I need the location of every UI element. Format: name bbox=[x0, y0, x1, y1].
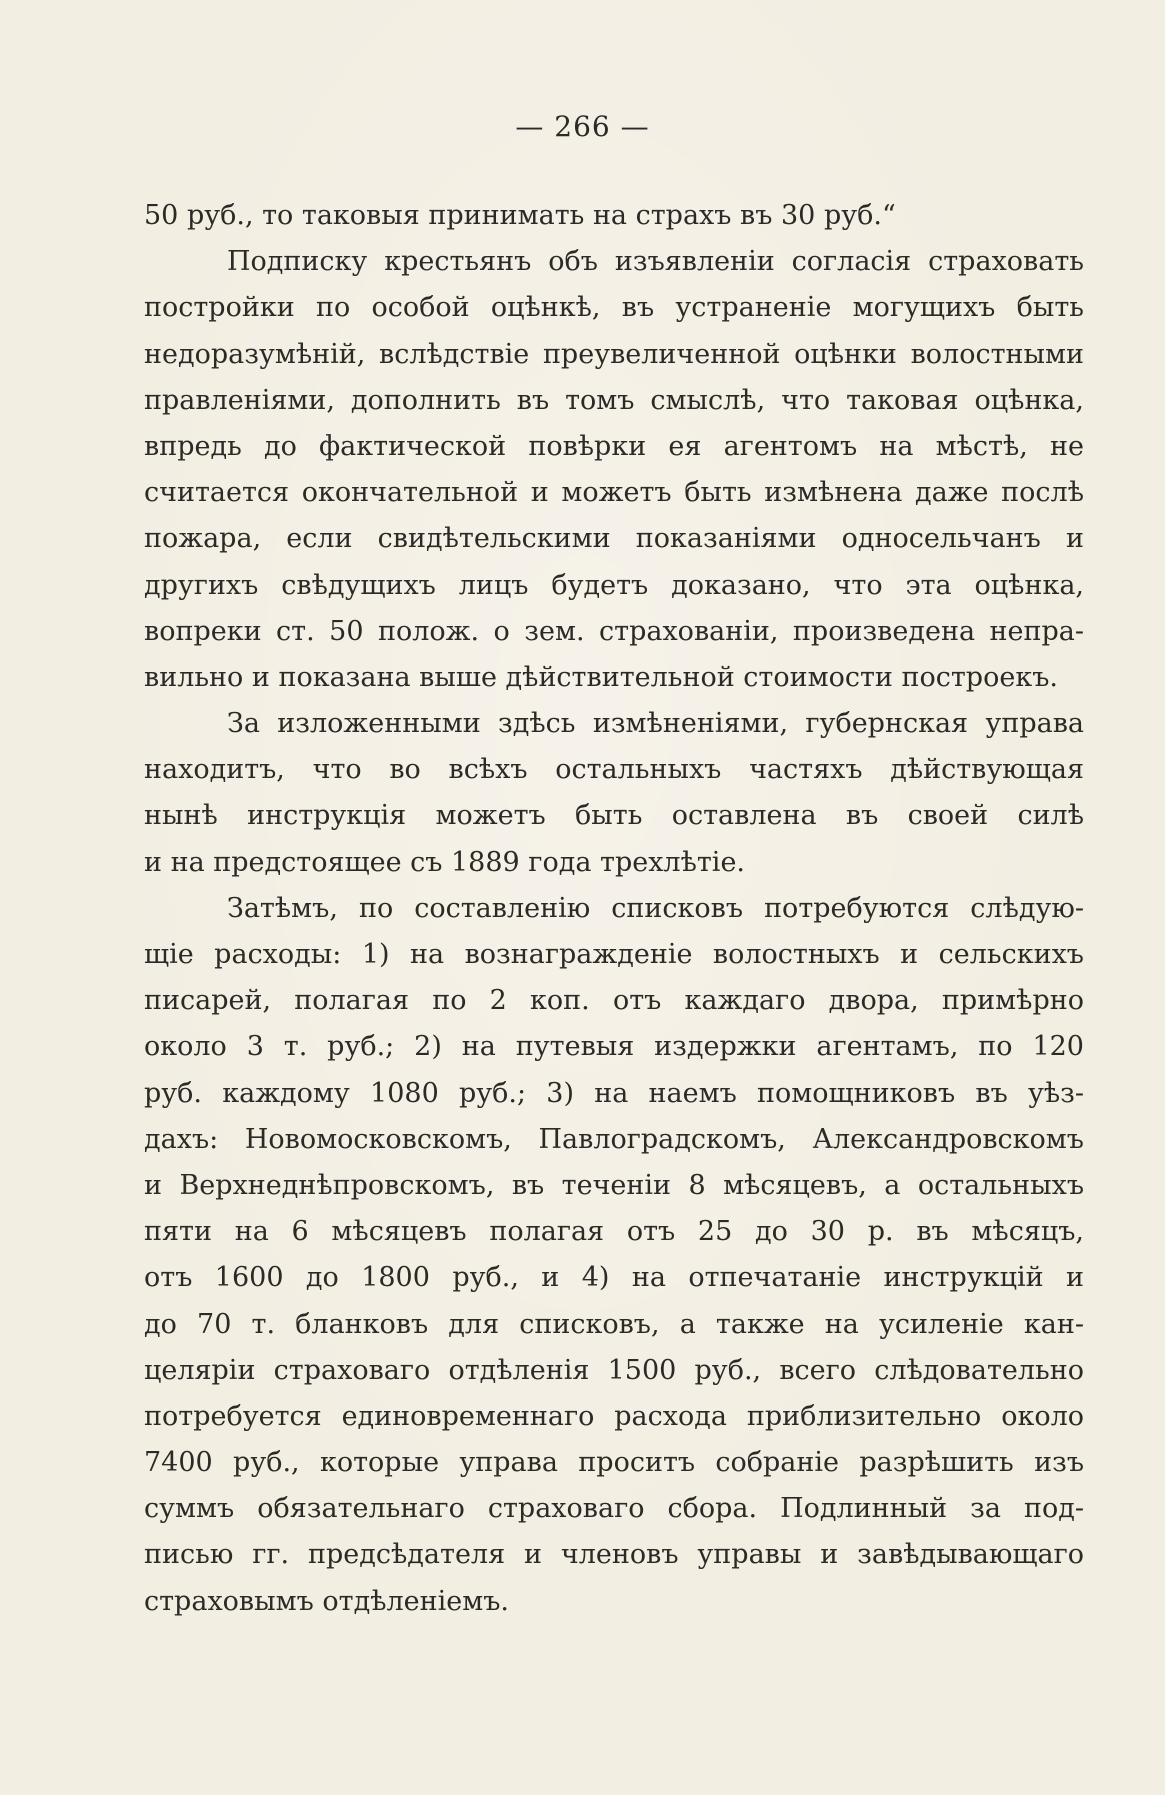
paragraph-instruction bbox=[144, 701, 1084, 886]
text-line: руб. каждому 1080 руб.; 3) на наемъ помощниковъ въ уѣз- bbox=[144, 1077, 1084, 1109]
text-line: дахъ: Новомосковскомъ, Павлоградскомъ, Александровскомъ bbox=[144, 1123, 1084, 1155]
text-line: Подписку крестьянъ объ изъявленіи согласія страховать bbox=[227, 246, 1084, 278]
text-line: писарей, полагая по 2 коп. отъ каждаго двора, примѣрно bbox=[144, 985, 1084, 1017]
text-line: другихъ свѣдущихъ лицъ будетъ доказано, что эта оцѣнка, bbox=[144, 569, 1084, 601]
paragraph-expenses bbox=[144, 886, 1084, 1625]
text-line: вильно и показана выше дѣйствительной стоимости построекъ. bbox=[144, 661, 1058, 693]
text-line: пожара, если свидѣтельскими показаніями односельчанъ и bbox=[144, 523, 1084, 555]
text-line: суммъ обязательнаго страховаго сбора. Подлинный за под- bbox=[144, 1493, 1084, 1525]
text-line: до 70 т. бланковъ для списковъ, а также на усиленіе кан- bbox=[144, 1308, 1084, 1340]
text-line: около 3 т. руб.; 2) на путевыя издержки агентамъ, по 120 bbox=[144, 1031, 1084, 1063]
text-line: пяти на 6 мѣсяцевъ полагая отъ 25 до 30 р. въ мѣсяцъ, bbox=[144, 1216, 1084, 1248]
text-line: страховымъ отдѣленіемъ. bbox=[144, 1585, 509, 1617]
text-line: нынѣ инструкція можетъ быть оставлена въ своей силѣ bbox=[144, 800, 1084, 832]
text-line: впредь до фактической повѣрки ея агентомъ на мѣстѣ, не bbox=[144, 430, 1084, 462]
text-line: отъ 1600 до 1800 руб., и 4) на отпечатаніе инструкцій и bbox=[144, 1262, 1084, 1294]
paragraph-quote-ending bbox=[144, 193, 1084, 239]
text-line: 50 руб., то таковыя принимать на страхъ въ 30 руб.“ bbox=[144, 200, 896, 231]
text-line: находитъ, что во всѣхъ остальныхъ частяхъ дѣйствующая bbox=[144, 754, 1084, 786]
text-line: и на предстоящее съ 1889 года трехлѣтіе. bbox=[144, 846, 746, 878]
text-line: За изложенными здѣсь измѣненіями, губернская управа bbox=[227, 708, 1084, 740]
text-line: щіе расходы: 1) на вознагражденіе волостныхъ и сельскихъ bbox=[144, 939, 1084, 970]
body-text bbox=[144, 193, 1084, 1625]
text-line: целяріи страховаго отдѣленія 1500 руб., всего слѣдовательно bbox=[144, 1354, 1084, 1386]
paragraph-subscription bbox=[144, 239, 1084, 701]
text-line: потребуется единовременнаго расхода приблизительно около bbox=[144, 1400, 1084, 1432]
text-line: вопреки ст. 50 полож. о зем. страхованіи, произведена непра- bbox=[144, 615, 1084, 647]
text-line: постройки по особой оцѣнкѣ, въ устраненіе могущихъ быть bbox=[144, 292, 1084, 324]
text-line: Затѣмъ, по составленію списковъ потребуются слѣдую- bbox=[227, 892, 1084, 924]
page-number: — 266 — bbox=[515, 110, 650, 143]
text-line: считается окончательной и можетъ быть измѣнена даже послѣ bbox=[144, 477, 1084, 509]
text-line: писью гг. предсѣдателя и членовъ управы и завѣдывающаго bbox=[144, 1539, 1084, 1571]
text-line: 7400 руб., которые управа проситъ собраніе разрѣшить изъ bbox=[144, 1447, 1084, 1479]
text-line: и Верхнеднѣпровскомъ, въ теченіи 8 мѣсяцевъ, а остальныхъ bbox=[144, 1169, 1084, 1201]
text-line: недоразумѣній, вслѣдствіе преувеличенной оцѣнки волостными bbox=[144, 338, 1084, 370]
text-line: правленіями, дополнить въ томъ смыслѣ, что таковая оцѣнка, bbox=[144, 384, 1084, 416]
